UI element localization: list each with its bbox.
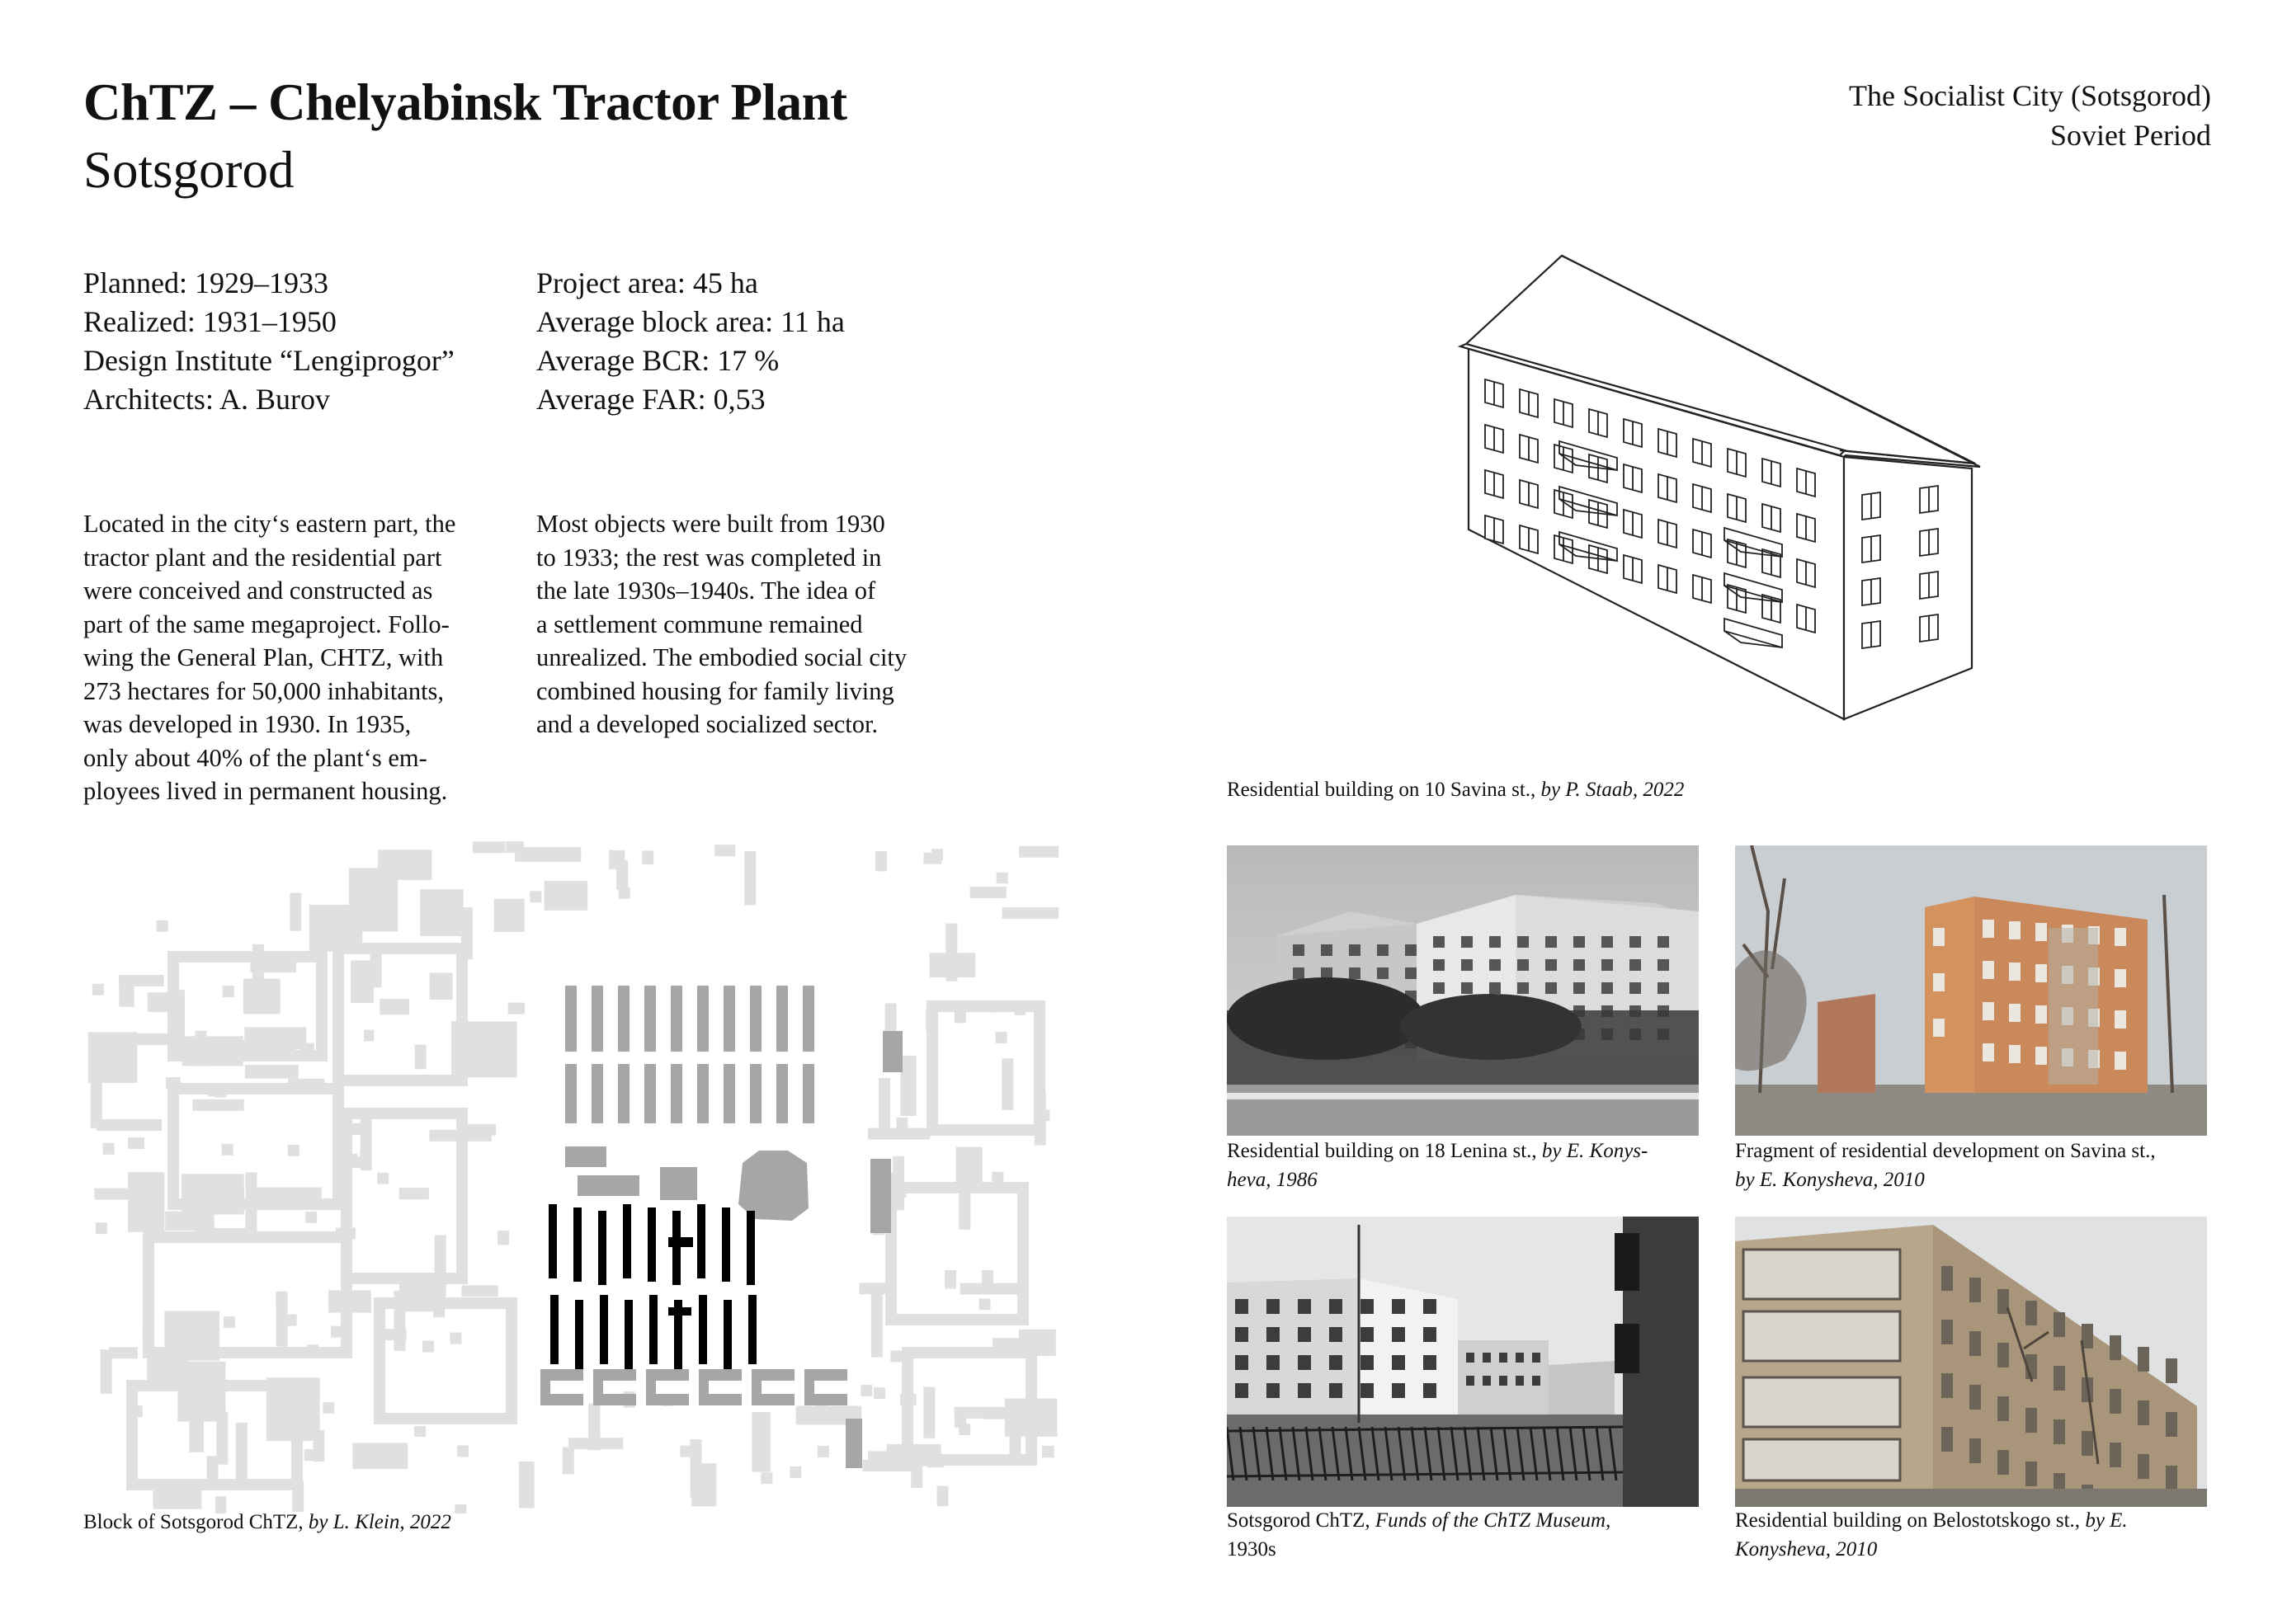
text-line: combined housing for family living	[536, 676, 894, 705]
category-line-1: The Socialist City (Sotsgorod)	[1849, 79, 2211, 112]
description-left	[83, 507, 455, 808]
caption-credit: heva, 1986	[1227, 1169, 1318, 1191]
text-line: 273 hectares for 50,000 inhabitants,	[83, 676, 445, 705]
photo-lenina-street	[1227, 845, 1699, 1136]
text-line: and a developed socialized sector.	[536, 710, 879, 738]
text-line: Located in the city‘s eastern part, the	[83, 510, 456, 538]
photo-sotsgorod-1930s	[1227, 1217, 1699, 1507]
caption-text: 1930s	[1227, 1538, 1276, 1560]
page-title: ChTZ – Chelyabinsk Tractor Plant	[83, 73, 847, 131]
text-line: Most objects were built from 1930	[536, 510, 885, 538]
fact-realized: Realized: 1931–1950	[83, 305, 337, 338]
page-subtitle: Sotsgorod	[83, 141, 295, 199]
text-line: part of the same megaproject. Follo-	[83, 610, 450, 638]
fact-far: Average FAR: 0,53	[536, 383, 766, 416]
fact-project-area: Project area: 45 ha	[536, 266, 758, 299]
text-line: the late 1930s–1940s. The idea of	[536, 577, 876, 605]
map-caption	[83, 1508, 451, 1537]
photo3-caption	[1227, 1506, 1610, 1564]
drawing-caption	[1227, 775, 1684, 804]
text-line: ployees lived in permanent housing.	[83, 777, 448, 805]
facts-right	[536, 264, 845, 419]
figure-ground-map	[83, 841, 1064, 1513]
text-line: unrealized. The embodied social city	[536, 643, 908, 671]
caption-text: Residential building on 10 Savina st.,	[1227, 779, 1541, 801]
caption-text: Sotsgorod ChTZ,	[1227, 1509, 1375, 1532]
text-line: wing the General Plan, CHTZ, with	[83, 643, 444, 671]
description-right	[536, 507, 907, 741]
fact-architects: Architects: A. Burov	[83, 383, 330, 416]
caption-text: Residential building on 18 Lenina st.,	[1227, 1140, 1542, 1162]
text-line: to 1933; the rest was completed in	[536, 543, 882, 572]
caption-credit: by E. Konysheva, 2010	[1735, 1169, 1925, 1191]
category-header	[1849, 76, 2211, 155]
photo-belostotskogo-street	[1735, 1217, 2207, 1507]
fact-block-area: Average block area: 11 ha	[536, 305, 845, 338]
fact-design-institute: Design Institute “Lengiprogor”	[83, 344, 455, 377]
caption-credit: Konysheva, 2010	[1735, 1538, 1878, 1560]
photo4-caption	[1735, 1506, 2128, 1564]
category-line-2: Soviet Period	[2050, 119, 2211, 152]
isometric-building-drawing	[1452, 247, 1988, 726]
caption-credit: by E. Konys-	[1541, 1140, 1648, 1162]
text-line: were conceived and constructed as	[83, 577, 433, 605]
caption-credit: by L. Klein, 2022	[308, 1511, 451, 1533]
caption-credit: by P. Staab, 2022	[1540, 779, 1685, 801]
photo1-caption	[1227, 1137, 1648, 1194]
photo2-caption	[1735, 1137, 2156, 1194]
photo-savina-street	[1735, 845, 2207, 1136]
text-line: tractor plant and the residential part	[83, 543, 442, 572]
fact-planned: Planned: 1929–1933	[83, 266, 328, 299]
caption-credit: Funds of the ChTZ Museum,	[1375, 1509, 1611, 1532]
text-line: only about 40% of the plant‘s em-	[83, 743, 427, 772]
caption-text: Residential building on Belostotskogo st.,	[1735, 1509, 2086, 1532]
caption-text: Fragment of residential development on Savina st.,	[1735, 1140, 2156, 1162]
text-line: was developed in 1930. In 1935,	[83, 710, 412, 738]
fact-bcr: Average BCR: 17 %	[536, 344, 780, 377]
facts-left	[83, 264, 455, 419]
caption-credit: by E.	[2085, 1509, 2128, 1532]
text-line: a settlement commune remained	[536, 610, 863, 638]
caption-text: Block of Sotsgorod ChTZ,	[83, 1511, 309, 1533]
